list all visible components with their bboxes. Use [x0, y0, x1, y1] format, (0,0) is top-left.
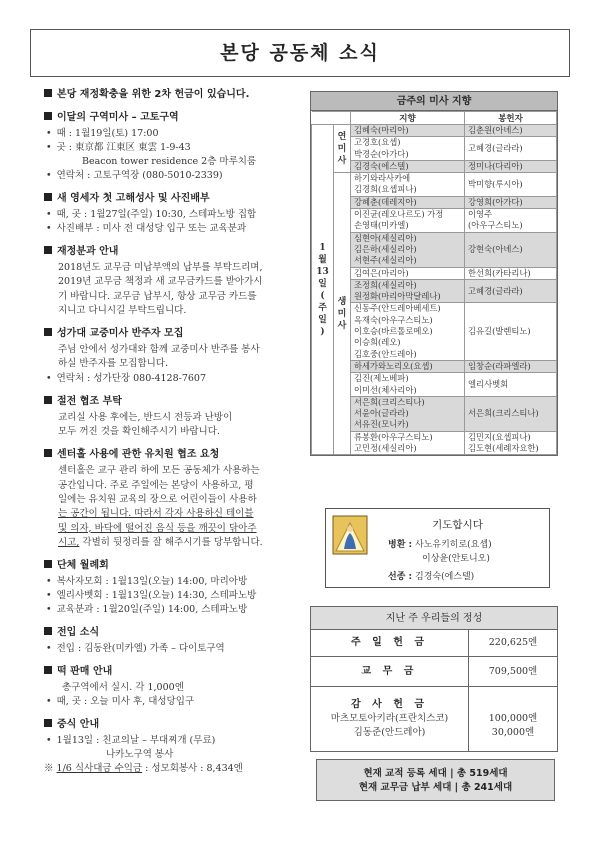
intention-cell: 강혜춘(데레지아)	[351, 196, 465, 208]
donor-cell: 강영희(아가다)	[465, 196, 557, 208]
notice-rice-cake-sale: 떡 판매 안내 총구역에서 실시. 각 1,000엔 • 때, 곳 : 오늘 미사 후, 대성당입구	[44, 665, 314, 709]
mass-date	[312, 125, 334, 455]
donor-cell: 이영주 (아우구스티노)	[465, 209, 557, 233]
notice-column	[44, 88, 314, 785]
living-mass-label: 생 미 사	[334, 173, 351, 455]
intention-cell: 김진(제노베파) 이미선(체사리아)	[351, 373, 465, 397]
notice-group-meetings: 단체 월례회 • 복사자모회 : 1월13일(오늘) 14:00, 마리아방 • 엘리사벳회 : 1월13일(오늘) 14:30, 스테파노방 • 교육분과 : 1월20일(주일) 14:00, 스테파노방	[44, 559, 314, 617]
notice-choir-accompanist: 성가대 교중미사 반주자 모집 주님 안에서 성가대와 함께 교중미사 반주를 봉사 하실 반주자를 모집합니다. • 연락처 : 성가단장 080-4128-7607	[44, 327, 314, 386]
donor-cell: 서은희(크리스티나)	[465, 396, 557, 431]
notice-second-collection: 본당 재정확충을 위한 2차 헌금이 있습니다.	[44, 88, 314, 102]
intention-cell: 김여은(마리아)	[351, 267, 465, 279]
intention-cell: 서은희(크리스티나) 서윤아(글라라) 서유진(모니카)	[351, 396, 465, 431]
square-bullet-icon	[44, 328, 52, 336]
square-bullet-icon	[44, 193, 52, 201]
square-bullet-icon	[44, 719, 52, 727]
donor-cell: 강현숙(아녜스)	[465, 232, 557, 267]
square-bullet-icon	[44, 560, 52, 568]
notice-finance: 재정분과 안내 2018년도 교무금 미납부액의 납부를 부탁드리며, 2019년 교무금 책정과 새 교무금카드를 받아가시 기 바랍니다. 교무금 납부시, 항상 교무금 카드를 지니고 다니시길 부탁드립니다.	[44, 245, 314, 318]
date-char: 13	[316, 266, 329, 277]
donor-cell: 박미향(루시아)	[465, 173, 557, 197]
notice-center-hall: 센터홀 사용에 관한 유치원 협조 요청 센터홀은 교구 관리 하에 모든 공동체가 사용하는 공간입니다. 주로 주일에는 본당이 사용하고, 평 일에는 유치원 교육의 장으로 어린이들이 사용하 는 공간이 됩니다. 따라서 각자 사용하신 테이블 및 의자, 바닥에 떨어진 음식 등을 깨끗이 닦아주 시고, 각별히 뒷정리를 잘 해주시기를 당부합니다.	[44, 448, 314, 550]
notice-district-mass: 이달의 구역미사 – 고토구역 • 때 : 1월19일(토) 17:00 • 곳 : 東京都 江東区 東雲 1-9-43 Beacon tower residence 2층 마루치룸 • 연락처 : 고토구역장 (080-5010-2339)	[44, 111, 314, 183]
mass-intention-row	[312, 173, 557, 197]
offering-header: 지난 주 우리들의 정성	[311, 607, 557, 630]
square-bullet-icon	[44, 396, 52, 404]
intention-cell: 김혜숙(마리아)	[351, 125, 465, 137]
intention-cell: 신동주(안드레아베세트) 옥재숙(아우구스티노) 이호승(바르톨로메오) 이승희(레오) 김호중(안드레아)	[351, 303, 465, 360]
date-char: 월	[318, 254, 327, 265]
mass-intention-row	[312, 125, 557, 137]
donor-cell: 한선희(카타리나)	[465, 267, 557, 279]
square-bullet-icon	[44, 246, 52, 254]
intention-cell: 류봉환(아우구스티노) 고민정(세실리아)	[351, 431, 465, 455]
newsletter-title-box	[30, 29, 570, 77]
offering-table	[310, 606, 558, 752]
donor-cell: 김민지(요셉피나) 김도현(세례자요한)	[465, 431, 557, 455]
date-char: 1	[319, 242, 326, 253]
donor-cell: 고혜경(글라라)	[465, 279, 557, 303]
donor-cell: 임창순(라파엘라)	[465, 360, 557, 372]
offering-row-sunday: 주 일 헌 금 220,625엔	[311, 630, 557, 657]
mass-intention-table	[311, 111, 557, 455]
intention-cell: 김경숙(에스텔)	[351, 160, 465, 172]
prayer-title: 기도합시다	[432, 519, 483, 531]
square-bullet-icon	[44, 112, 52, 120]
date-char: 주	[318, 302, 327, 313]
notice-first-confession: 새 영세자 첫 고해성사 및 사진배부 • 때, 곳 : 1월27일(주일) 10:30, 스테파노방 집합 • 사진배부 : 미사 전 대성당 입구 또는 교육분과	[44, 192, 314, 236]
intention-cell: 고경호(요셉) 박경순(아가다)	[351, 137, 465, 161]
notice-lunch: 중식 안내 • 1월13일 : 친교의날 – 부대찌개 (무료) 나카노구역 봉사 ※ 1/6 식사대금 수익금 : 성모회봉사 : 8,434엔	[44, 718, 314, 776]
intention-cell: 조정희(세실리아) 원정화(마리아막달레나)	[351, 279, 465, 303]
donor-cell: 고혜경(글라라)	[465, 137, 557, 161]
requiem-mass-label: 연 미 사	[334, 125, 351, 173]
page-title: 본당 공동체 소식	[220, 42, 380, 64]
date-char: 일	[318, 278, 327, 289]
prayer-box: 기도합시다 병환 : 사노유키히로(요셉) 이상윤(안토니오) 선종 : 김경숙(에스텔)	[325, 508, 550, 588]
date-char: 일	[318, 314, 327, 325]
donor-cell: 김유길(발렌티노)	[465, 303, 557, 360]
donor-column-header: 봉헌자	[465, 112, 557, 125]
donor-cell: 정미나(다리아)	[465, 160, 557, 172]
donor-cell: 김춘원(아녜스)	[465, 125, 557, 137]
square-bullet-icon	[44, 627, 52, 635]
date-char: )	[320, 326, 325, 337]
square-bullet-icon	[44, 89, 52, 97]
mass-intention-header: 금주의 미사 지향	[311, 92, 557, 111]
notice-transfer-in: 전입 소식 • 전입 : 김동완(미카엘) 가족 – 다이토구역	[44, 626, 314, 656]
mass-intention-panel	[310, 91, 558, 456]
date-char: (	[320, 290, 325, 301]
intention-cell: 하세가와노리오(요셉)	[351, 360, 465, 372]
intention-column-header: 지향	[351, 112, 465, 125]
offering-row-dues: 교 무 금 709,500엔	[311, 657, 557, 687]
intention-cell: 심현아(세실리아) 김은하(세실리아) 서현주(세실리아)	[351, 232, 465, 267]
intention-cell: 하기와라사카에 김경희(요셉피나)	[351, 173, 465, 197]
household-summary: 현재 교적 등록 세대 | 총 519세대 현재 교무금 납부 세대 | 총 241세대	[316, 759, 555, 801]
offering-row-thanks: 감 사 헌 금 마츠모토아키라(프란치스코) 김동준(안드레아) 100,000엔 30,000엔	[311, 687, 557, 751]
donor-cell: 엘리사벳회	[465, 373, 557, 397]
square-bullet-icon	[44, 666, 52, 674]
notice-power-saving: 절전 협조 부탁 교리실 사용 후에는, 반드시 전등과 난방이 모두 꺼진 것을 확인해주시기 바랍니다.	[44, 395, 314, 440]
square-bullet-icon	[44, 449, 52, 457]
intention-cell: 이진균(레오나르도) 가정 손영태(미카엘)	[351, 209, 465, 233]
